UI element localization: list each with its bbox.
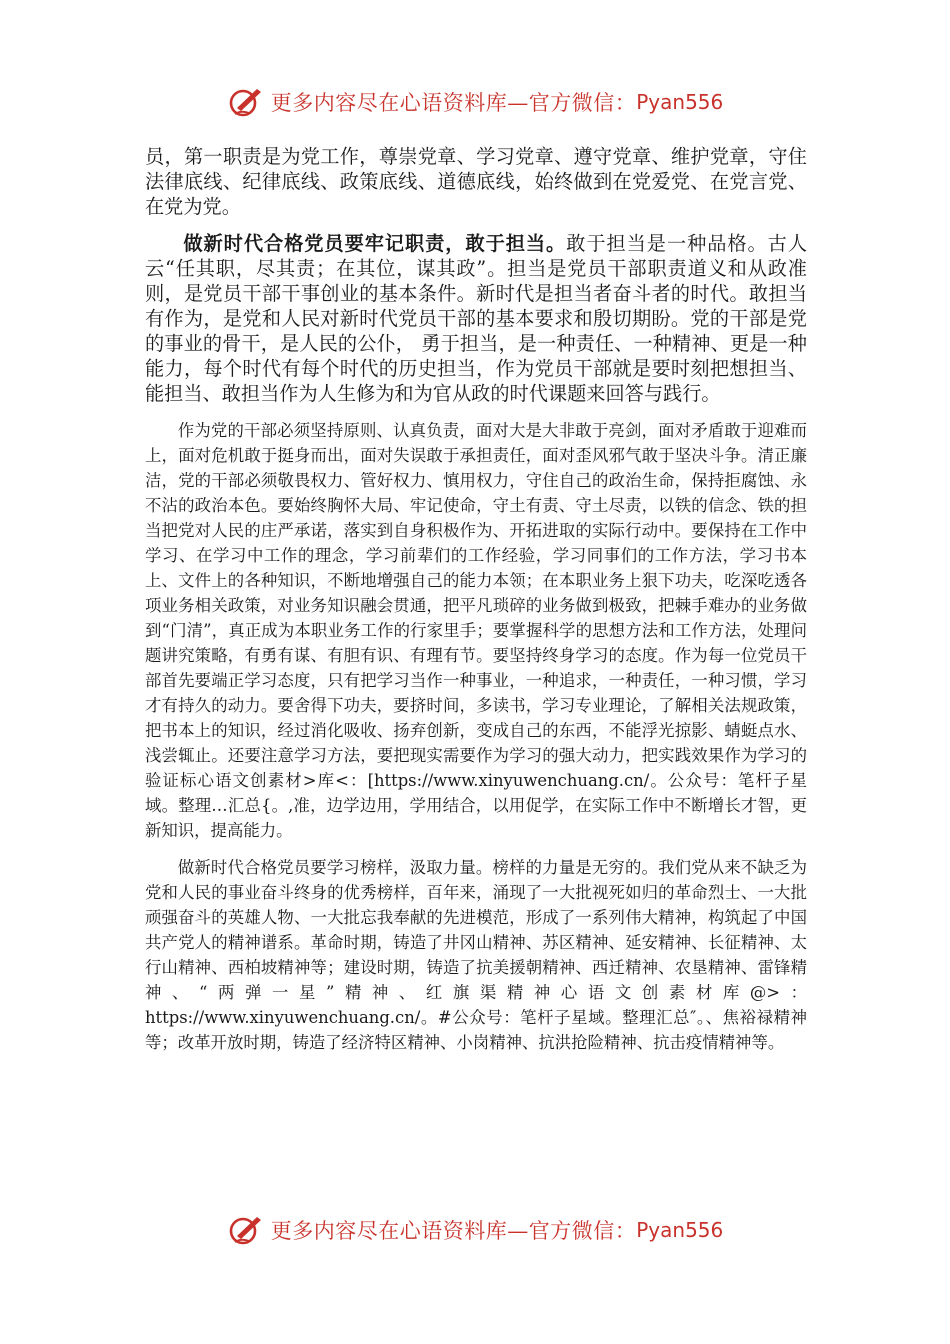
paragraph-2-lead: 做新时代合格党员要牢记职责，敢于担当。	[183, 232, 567, 255]
paragraph-2-body: 敢于担当是一种品格。古人云“任其职，尽其责；在其位，谋其政”。担当是党员干部职责道义和从政准则，是党员干部干事创业的基本条件。新时代是担当者奋斗者的时代。敢担当有作为，是党和人民对新时代党员干部的基本要求和殷切期盼。党的干部是党的事业的骨干，是人民的公仆， 勇于担当，是一种责任、一种精神、更是一种能力，每个时代有每个时代的历史担当，作为党员干部就是要时刻把想担当、能担当、敢担当作为人生修为和为官从政的时代课题来回答与践行。	[145, 232, 808, 405]
paragraph-1: 员，第一职责是为党工作，尊崇党章、学习党章、遵守党章、维护党章，守住法律底线、纪律底线、政策底线、道德底线，始终做到在党爱党、在党言党、在党为党。	[145, 145, 807, 218]
wechat-id: Pyan556	[636, 1218, 724, 1242]
paragraph-4: 做新时代合格党员要学习榜样，汲取力量。榜样的力量是无穷的。我们党从来不缺乏为党和人民的事业奋斗终身的优秀榜样，百年来，涌现了一大批视死如归的革命烈士、一大批顽强奋斗的英雄人物、一大批忘我奉献的先进模范，形成了一系列伟大精神，构筑起了中国共产党人的精神谱系。革命时期，铸造了井冈山精神、苏区精神、延安精神、长征精神、太行山精神、西柏坡精神等；建设时期，铸造了抗美援朝精神、西迁精神、农垦精神、雷锋精神、“两弹一星”精神、红旗渠精神心语文创素材库@>：https://www.xinyuwenchuang.cn/。#公众号：笔杆子星域。整理汇总″。、焦裕禄精神等；改革开放时期，铸造了经济特区精神、小岗精神、抗洪抢险精神、抗击疫情精神等。	[145, 858, 807, 1052]
header-banner	[0, 82, 950, 122]
banner-text: 更多内容尽在心语资料库—官方微信：	[270, 1219, 637, 1243]
banner-text: 更多内容尽在心语资料库—官方微信：	[270, 91, 637, 115]
document-body	[145, 144, 807, 1055]
paragraph-3: 作为党的干部必须坚持原则、认真负责，面对大是大非敢于亮剑，面对矛盾敢于迎难而上，面对危机敢于挺身而出，面对失误敢于承担责任，面对歪风邪气敢于坚决斗争。清正廉洁，党的干部必须敬畏权力、管好权力、慎用权力，守住自己的政治生命，保持拒腐蚀、永不沾的政治本色。要始终胸怀大局、牢记使命，守土有责、守土尽责，以铁的信念、铁的担当把党对人民的庄严承诺，落实到自身积极作为、开拓进取的实际行动中。要保持在工作中学习、在学习中工作的理念，学习前辈们的工作经验，学习同事们的工作方法，学习书本上、文件上的各种知识，不断地增强自己的能力本领；在本职业务上狠下功夫，吃深吃透各项业务相关政策，对业务知识融会贯通，把平凡琐碎的业务做到极致，把棘手难办的业务做到“门清”，真正成为本职业务工作的行家里手；要掌握科学的思想方法和工作方法，处理问题讲究策略，有勇有谋、有胆有识、有理有节。要坚持终身学习的态度。作为每一位党员干部首先要端正学习态度，只有把学习当作一种事业，一种追求，一种责任，一种习惯，学习才有持久的动力。要舍得下功夫，要挤时间，多读书，学习专业理论，了解相关法规政策，把书本上的知识，经过消化吸收、扬弃创新，变成自己的东西，不能浮光掠影、蜻蜓点水、浅尝辄止。还要注意学习方法，要把现实需要作为学习的强大动力，把实践效果作为学习的验证标心语文创素材>库<：[https://www.xinyuwenchuang.cn/。公众号：笔杆子星域。整理…汇总{。,准，边学边用，学用结合，以用促学，在实际工作中不断增长才智，更新知识，提高能力。	[145, 421, 807, 840]
footer-banner	[0, 1210, 950, 1250]
paragraph-2	[145, 231, 807, 406]
pen-logo-icon	[227, 84, 267, 120]
pen-logo-icon	[227, 1212, 267, 1248]
wechat-id: Pyan556	[636, 90, 724, 114]
